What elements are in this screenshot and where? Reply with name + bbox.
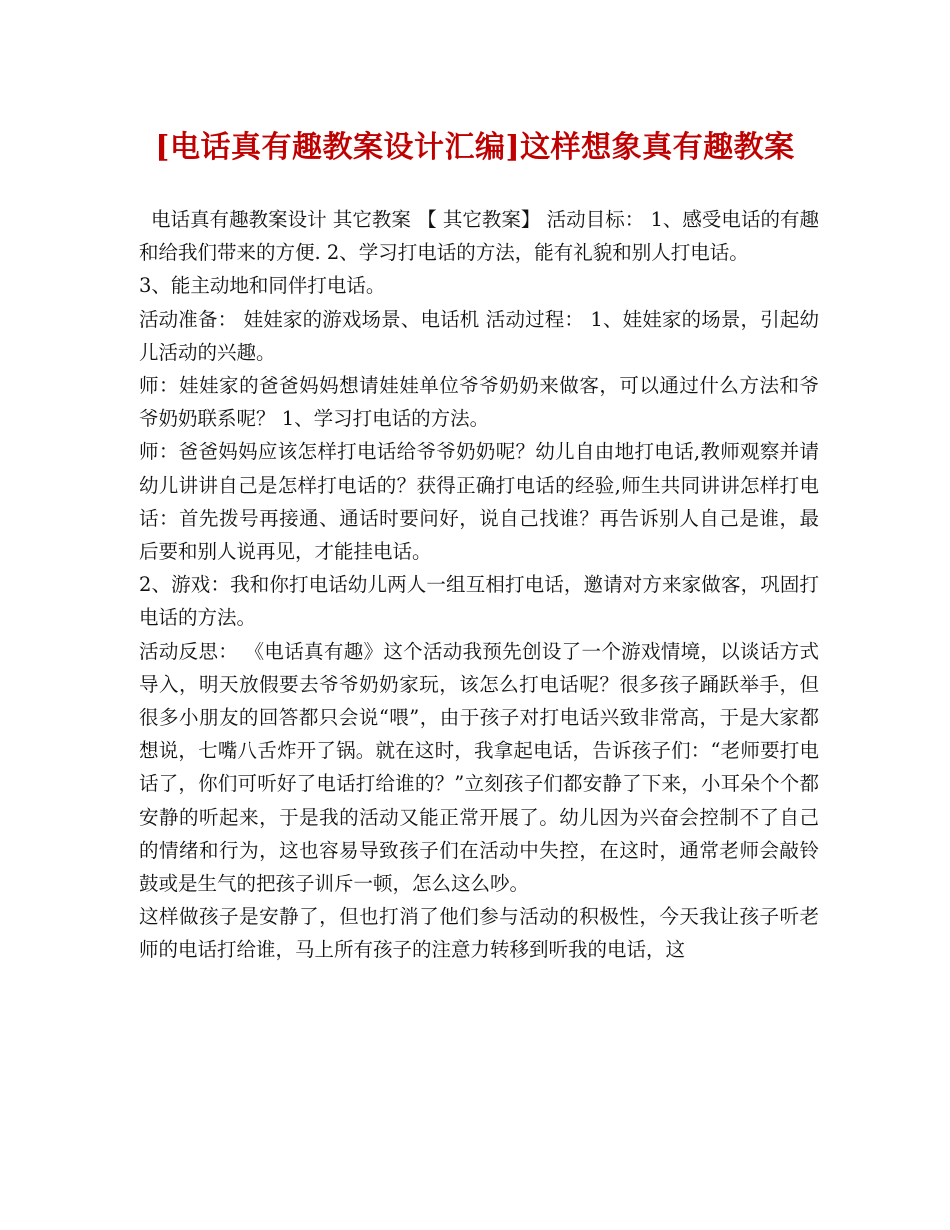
paragraph-goal-3: 3、能主动地和同伴打电话。 — [139, 274, 386, 298]
paragraph-game: 2、游戏：我和你打电话幼儿两人一组互相打电话，邀请对方来家做客，巩固打电话的方法。 — [139, 573, 819, 630]
paragraph-teacher-question-2: 师：爸爸妈妈应该怎样打电话给爷爷奶奶呢？幼儿自由地打电话,教师观察并请幼儿讲讲自己是怎样打电话的？获得正确打电话的经验,师生共同讲讲怎样打电话：首先拨号再接通、通话时要问好，说自己找谁？再告诉别人自己是谁，最后要和别人说再见，才能挂电话。 — [139, 440, 819, 564]
paragraph-intro: 电话真有趣教案设计 其它教案 【 其它教案】 活动目标： 1、感受电话的有趣和给我们带来的方便. 2、学习打电话的方法，能有礼貌和别人打电话。 — [139, 208, 819, 265]
paragraph-preparation: 活动准备： 娃娃家的游戏场景、电话机 活动过程： 1、娃娃家的场景，引起幼儿活动的兴趣。 — [139, 307, 819, 364]
document-body — [139, 203, 819, 967]
document-title: [电话真有趣教案设计汇编]这样想象真有趣教案 — [155, 130, 795, 165]
paragraph-conclusion: 这样做孩子是安静了，但也打消了他们参与活动的积极性，今天我让孩子听老师的电话打给谁，马上所有孩子的注意力转移到听我的电话，这 — [139, 905, 819, 962]
paragraph-teacher-question-1: 师：娃娃家的爸爸妈妈想请娃娃单位爷爷奶奶来做客，可以通过什么方法和爷爷奶奶联系呢？ 1、学习打电话的方法。 — [139, 374, 819, 431]
paragraph-reflection: 活动反思： 《电话真有趣》这个活动我预先创设了一个游戏情境，以谈话方式导入，明天放假要去爷爷奶奶家玩，该怎么打电话呢？很多孩子踊跃举手，但很多小朋友的回答都只会说“喂”，由于孩子对打电话兴致非常高，于是大家都想说，七嘴八舌炸开了锅。就在这时，我拿起电话，告诉孩子们：“老师要打电话了，你们可听好了电话打给谁的？”立刻孩子们都安静了下来，小耳朵个个都安静的听起来，于是我的活动又能正常开展了。幼儿因为兴奋会控制不了自己的情绪和行为，这也容易导致孩子们在活动中失控，在这时，通常老师会敲铃鼓或是生气的把孩子训斥一顿，怎么这么吵。 — [139, 639, 819, 896]
